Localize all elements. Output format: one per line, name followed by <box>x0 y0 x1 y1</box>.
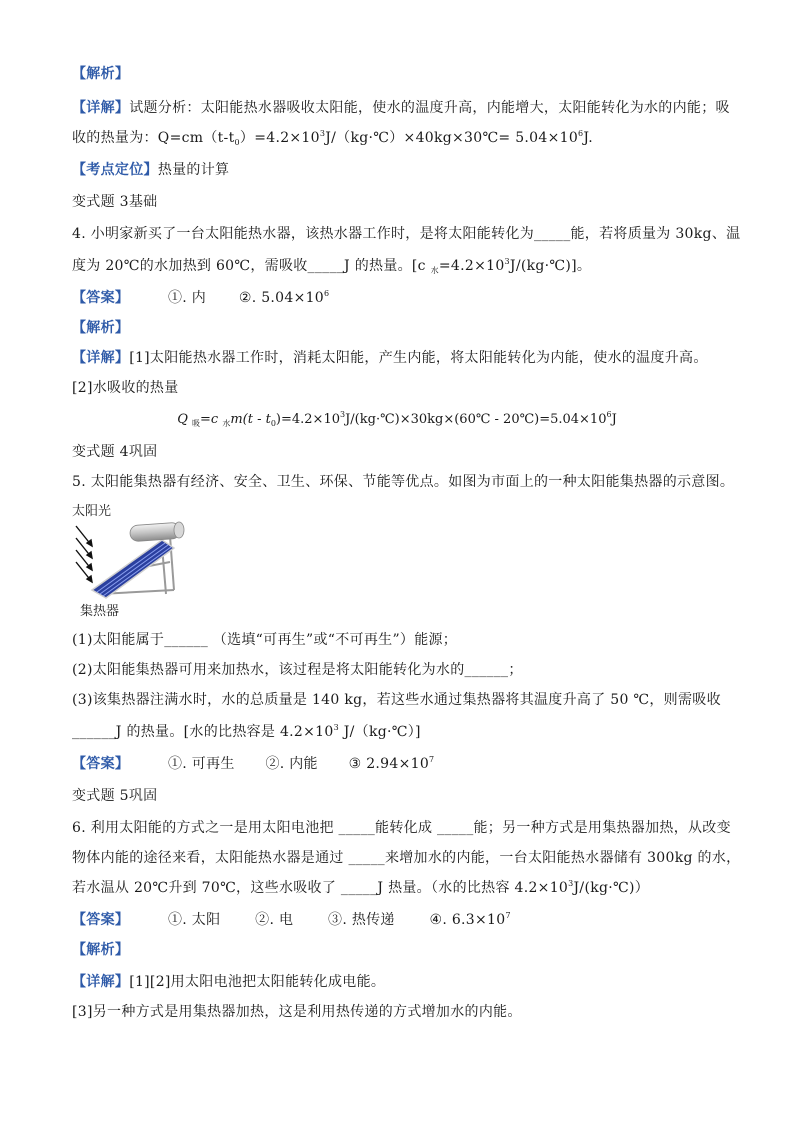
question-5-part-3: (3)该集热器注满水时，水的总质量是 140 kg，若这些水通过集热器将其温度升高了 50 ℃，则需吸收 <box>72 692 721 708</box>
answer-item <box>239 288 330 308</box>
question-6-line-2: 物体内能的途径来看，太阳能热水器是通过 _____来增加水的内能，一台太阳能热水器储有 300kg 的水， <box>72 850 741 866</box>
question-5-part-2: (2)太阳能集热器可用来加热水，该过程是将太阳能转化为水的______； <box>72 662 523 678</box>
superscript: 3 <box>333 723 339 732</box>
answer-line-4 <box>72 288 329 308</box>
detail-label: 【详解】 <box>72 350 130 366</box>
text-run: Q <box>177 412 192 427</box>
text-run: J/（kg·℃）×40kg×30℃= 5.04×10 <box>325 130 579 146</box>
variant-heading-3: 变式题 3基础 <box>72 194 158 210</box>
detail-line-2 <box>72 128 593 148</box>
detail-label: 【详解】 <box>72 974 130 990</box>
text-run: ）=4.2×10 <box>239 130 320 146</box>
analysis-label: 【解析】 <box>72 320 130 336</box>
text-run: m(t - t <box>230 412 271 427</box>
answer-item: ②. 电 <box>255 912 294 928</box>
answer-item: ③. 热传递 <box>328 912 395 928</box>
text-run: J/(kg·℃)×30kg×(60℃ - 20℃)=5.04×10 <box>345 412 607 427</box>
text-run: ④. 6.3×10 <box>429 912 506 928</box>
text-run: =4.2×10 <box>438 258 505 274</box>
superscript: 6 <box>606 410 612 419</box>
figure-label-collector: 集热器 <box>80 604 120 619</box>
answer-item: ①. 太阳 <box>167 912 221 928</box>
answer-item: ②. 内能 <box>265 756 318 772</box>
question-6-line-1: 6. 利用太阳能的方式之一是用太阳电池把 _____能转化成 _____能；另一种方式是用集热器加热，从改变 <box>72 820 731 836</box>
superscript: 7 <box>429 755 435 764</box>
subscript: 0 <box>234 138 240 147</box>
detail-text: [1][2]用太阳电池把太阳能转化成电能。 <box>129 974 386 990</box>
question-5-part-3-cont <box>72 722 421 742</box>
detail-line <box>72 972 385 992</box>
text-run: 收的热量为：Q=cm（t-t <box>72 130 235 146</box>
question-5-part-1: (1)太阳能属于______ （选填“可再生”或“不可再生”）能源； <box>72 632 458 648</box>
text-run: )=4.2×10 <box>275 412 340 427</box>
equation <box>0 410 794 430</box>
answer-item: ①. 可再生 <box>167 756 235 772</box>
sun-ray-arrows <box>76 526 92 582</box>
superscript: 3 <box>504 257 510 266</box>
answer-line-5 <box>72 754 434 774</box>
detail-line-2: [2]水吸收的热量 <box>72 380 179 396</box>
subscript: 水 <box>222 419 231 428</box>
text-run: 度为 20℃的水加热到 60℃，需吸收_____J 的热量。[c <box>72 258 431 274</box>
superscript: 6 <box>578 129 584 138</box>
analysis-label: 【解析】 <box>72 942 130 958</box>
text-run: J/(kg·℃)） <box>573 880 650 896</box>
figure-label-sunlight: 太阳光 <box>72 504 112 519</box>
superscript: 3 <box>340 410 346 419</box>
text-run: ②. 5.04×10 <box>238 290 325 306</box>
answer-label: 【答案】 <box>72 290 130 306</box>
superscript: 3 <box>319 129 326 138</box>
detail-line-2: [3]另一种方式是用集热器加热，这是利用热传递的方式增加水的内能。 <box>72 1004 522 1020</box>
subscript: 水 <box>430 266 439 275</box>
question-6-line-3 <box>72 878 649 898</box>
detail-text: [1]太阳能热水器工作时，消耗太阳能，产生内能，将太阳能转化为内能，使水的温度升高。 <box>129 350 708 366</box>
text-run: J/（kg·℃）] <box>338 724 421 740</box>
detail-text: 试题分析：太阳能热水器吸收太阳能，使水的温度升高，内能增大，太阳能转化为水的内能；吸 <box>129 100 730 116</box>
detail-label: 【详解】 <box>72 100 130 116</box>
key-point-label: 【考点定位】 <box>72 162 158 178</box>
detail-line <box>72 98 730 118</box>
text-run: J. <box>583 130 593 146</box>
subscript: 吸 <box>192 419 200 428</box>
variant-heading-5: 变式题 5巩固 <box>72 788 158 804</box>
key-point-text: 热量的计算 <box>157 162 230 178</box>
question-4-line-2 <box>72 256 591 276</box>
text-run: ______J 的热量。[水的比热容是 4.2×10 <box>72 724 334 740</box>
superscript: 7 <box>505 911 511 920</box>
text-run: J <box>611 412 617 427</box>
text-run: J/(kg·℃)]。 <box>509 258 592 274</box>
solar-collector-figure <box>70 500 190 618</box>
answer-label: 【答案】 <box>72 756 130 772</box>
answer-item: ①. 内 <box>167 290 207 306</box>
answer-label: 【答案】 <box>72 912 130 928</box>
answer-item <box>429 910 510 930</box>
answer-line-6 <box>72 910 511 930</box>
text-run: =c <box>200 412 223 427</box>
superscript: 6 <box>324 289 330 298</box>
text-run: 若水温从 20℃升到 70℃，这些水吸收了 _____J 热量。（水的比热容 4.2×10 <box>72 880 569 896</box>
text-run: ③ 2.94×10 <box>348 756 430 772</box>
variant-heading-4: 变式题 4巩固 <box>72 444 158 460</box>
key-point-line <box>72 160 229 180</box>
analysis-label: 【解析】 <box>72 66 130 82</box>
question-5-line-1: 5. 太阳能集热器有经济、安全、卫生、环保、节能等优点。如图为市面上的一种太阳能集热器的示意图。 <box>72 474 735 490</box>
subscript: 0 <box>270 419 276 428</box>
superscript: 3 <box>568 879 574 888</box>
question-4-line-1: 4. 小明家新买了一台太阳能热水器，该热水器工作时，是将太阳能转化为_____能，若将质量为 30kg、温 <box>72 226 741 242</box>
detail-line <box>72 348 708 368</box>
answer-item <box>349 754 435 774</box>
